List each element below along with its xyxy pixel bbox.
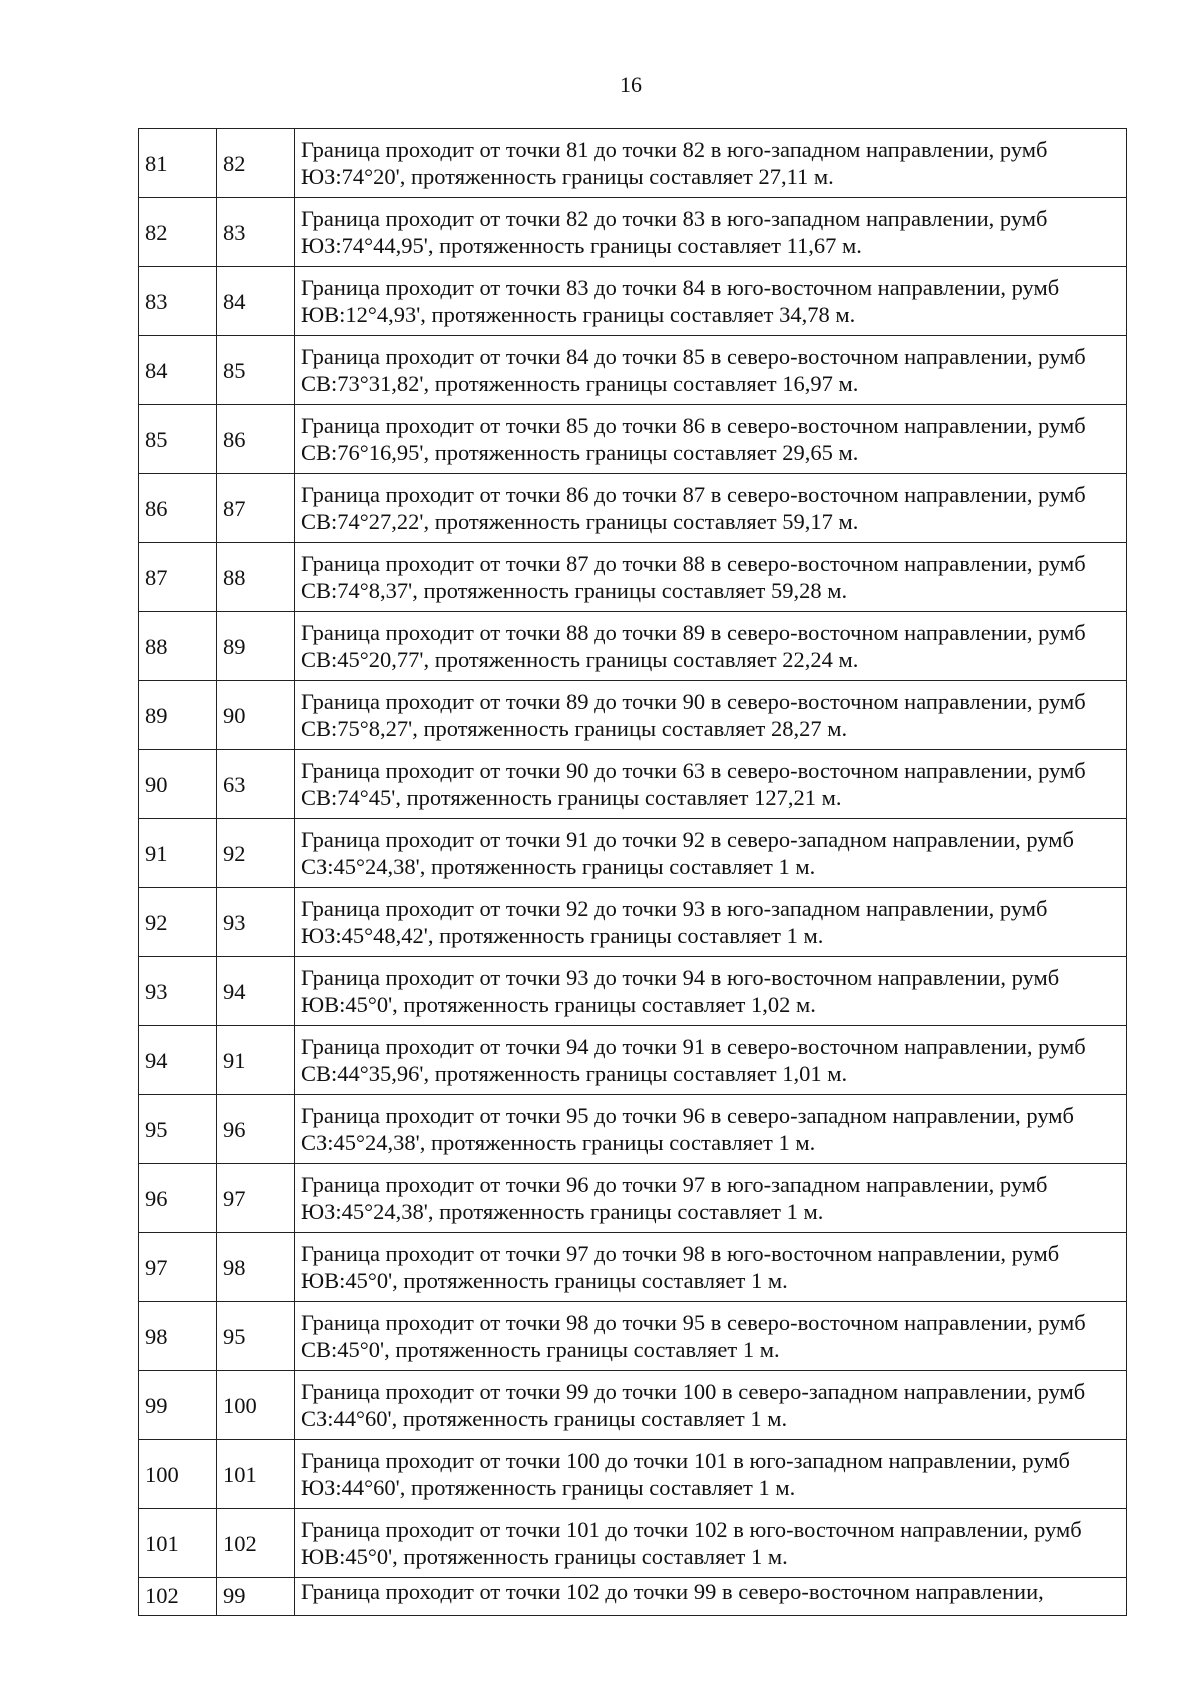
table-row [139,888,1127,957]
table-row [139,1164,1127,1233]
boundary-description-cell: Граница проходит от точки 86 до точки 87 в северо-восточном направлении, румб СВ:74°27,22', протяженность границы составляет 59,17 м. [295,474,1127,543]
point-to-cell: 96 [217,1095,295,1164]
boundary-description-cell: Граница проходит от точки 98 до точки 95 в северо-восточном направлении, румб СВ:45°0', протяженность границы составляет 1 м. [295,1302,1127,1371]
boundary-description-cell: Граница проходит от точки 87 до точки 88 в северо-восточном направлении, румб СВ:74°8,37', протяженность границы составляет 59,28 м. [295,543,1127,612]
point-from-cell: 86 [139,474,217,543]
point-from-cell: 85 [139,405,217,474]
table-row [139,1371,1127,1440]
point-from-cell: 84 [139,336,217,405]
table-row [139,1095,1127,1164]
point-from-cell: 82 [139,198,217,267]
point-to-cell: 98 [217,1233,295,1302]
page-number: 16 [620,72,642,97]
point-from-cell: 98 [139,1302,217,1371]
boundary-description-cell: Граница проходит от точки 101 до точки 102 в юго-восточном направлении, румб ЮВ:45°0', протяженность границы составляет 1 м. [295,1509,1127,1578]
table-row [139,750,1127,819]
point-to-cell: 100 [217,1371,295,1440]
boundary-description-cell: Граница проходит от точки 91 до точки 92 в северо-западном направлении, румб СЗ:45°24,38', протяженность границы составляет 1 м. [295,819,1127,888]
point-from-cell: 90 [139,750,217,819]
point-from-cell: 101 [139,1509,217,1578]
boundary-description-cell: Граница проходит от точки 88 до точки 89 в северо-восточном направлении, румб СВ:45°20,77', протяженность границы составляет 22,24 м. [295,612,1127,681]
table-row [139,1233,1127,1302]
point-to-cell: 92 [217,819,295,888]
boundary-description-cell: Граница проходит от точки 100 до точки 101 в юго-западном направлении, румб ЮЗ:44°60', протяженность границы составляет 1 м. [295,1440,1127,1509]
point-to-cell: 91 [217,1026,295,1095]
point-to-cell: 87 [217,474,295,543]
point-to-cell: 85 [217,336,295,405]
boundary-description-cell: Граница проходит от точки 102 до точки 99 в северо-восточном направлении, [295,1578,1127,1616]
point-from-cell: 87 [139,543,217,612]
boundary-description-cell: Граница проходит от точки 90 до точки 63 в северо-восточном направлении, румб СВ:74°45', протяженность границы составляет 127,21 м. [295,750,1127,819]
table-row [139,267,1127,336]
point-from-cell: 97 [139,1233,217,1302]
boundary-description-cell: Граница проходит от точки 84 до точки 85 в северо-восточном направлении, румб СВ:73°31,82', протяженность границы составляет 16,97 м. [295,336,1127,405]
table-row [139,1026,1127,1095]
table-body [139,129,1127,1616]
point-to-cell: 93 [217,888,295,957]
point-from-cell: 100 [139,1440,217,1509]
boundary-description-cell: Граница проходит от точки 92 до точки 93 в юго-западном направлении, румб ЮЗ:45°48,42', протяженность границы составляет 1 м. [295,888,1127,957]
boundary-description-cell: Граница проходит от точки 95 до точки 96 в северо-западном направлении, румб СЗ:45°24,38', протяженность границы составляет 1 м. [295,1095,1127,1164]
table-row [139,1578,1127,1616]
point-to-cell: 94 [217,957,295,1026]
point-to-cell: 63 [217,750,295,819]
boundary-description-cell: Граница проходит от точки 99 до точки 100 в северо-западном направлении, румб СЗ:44°60', протяженность границы составляет 1 м. [295,1371,1127,1440]
boundary-description-cell: Граница проходит от точки 83 до точки 84 в юго-восточном направлении, румб ЮВ:12°4,93', протяженность границы составляет 34,78 м. [295,267,1127,336]
point-to-cell: 88 [217,543,295,612]
boundary-description-cell: Граница проходит от точки 85 до точки 86 в северо-восточном направлении, румб СВ:76°16,95', протяженность границы составляет 29,65 м. [295,405,1127,474]
point-from-cell: 91 [139,819,217,888]
point-from-cell: 93 [139,957,217,1026]
point-from-cell: 89 [139,681,217,750]
point-to-cell: 86 [217,405,295,474]
boundary-description-cell: Граница проходит от точки 93 до точки 94 в юго-восточном направлении, румб ЮВ:45°0', протяженность границы составляет 1,02 м. [295,957,1127,1026]
point-from-cell: 83 [139,267,217,336]
table-row [139,819,1127,888]
boundary-table [138,128,1127,1616]
point-to-cell: 84 [217,267,295,336]
boundary-description-cell: Граница проходит от точки 82 до точки 83 в юго-западном направлении, румб ЮЗ:74°44,95', протяженность границы составляет 11,67 м. [295,198,1127,267]
boundary-description-cell: Граница проходит от точки 81 до точки 82 в юго-западном направлении, румб ЮЗ:74°20', протяженность границы составляет 27,11 м. [295,129,1127,198]
table-row [139,129,1127,198]
point-from-cell: 81 [139,129,217,198]
point-to-cell: 89 [217,612,295,681]
point-to-cell: 90 [217,681,295,750]
point-to-cell: 99 [217,1578,295,1616]
point-to-cell: 95 [217,1302,295,1371]
point-from-cell: 99 [139,1371,217,1440]
point-from-cell: 96 [139,1164,217,1233]
point-from-cell: 95 [139,1095,217,1164]
table-row [139,612,1127,681]
boundary-description-cell: Граница проходит от точки 89 до точки 90 в северо-восточном направлении, румб СВ:75°8,27', протяженность границы составляет 28,27 м. [295,681,1127,750]
table-row [139,1302,1127,1371]
boundary-description-cell: Граница проходит от точки 97 до точки 98 в юго-восточном направлении, румб ЮВ:45°0', протяженность границы составляет 1 м. [295,1233,1127,1302]
point-to-cell: 82 [217,129,295,198]
point-to-cell: 101 [217,1440,295,1509]
table-row [139,336,1127,405]
point-from-cell: 102 [139,1578,217,1616]
point-to-cell: 102 [217,1509,295,1578]
point-from-cell: 94 [139,1026,217,1095]
boundary-description-cell: Граница проходит от точки 96 до точки 97 в юго-западном направлении, румб ЮЗ:45°24,38', протяженность границы составляет 1 м. [295,1164,1127,1233]
table-row [139,681,1127,750]
boundary-description-cell: Граница проходит от точки 94 до точки 91 в северо-восточном направлении, румб СВ:44°35,96', протяженность границы составляет 1,01 м. [295,1026,1127,1095]
table-row [139,405,1127,474]
table-row [139,1509,1127,1578]
point-to-cell: 97 [217,1164,295,1233]
table-row [139,1440,1127,1509]
table-row [139,474,1127,543]
table-row [139,957,1127,1026]
point-from-cell: 88 [139,612,217,681]
point-from-cell: 92 [139,888,217,957]
table-row [139,198,1127,267]
table-row [139,543,1127,612]
point-to-cell: 83 [217,198,295,267]
